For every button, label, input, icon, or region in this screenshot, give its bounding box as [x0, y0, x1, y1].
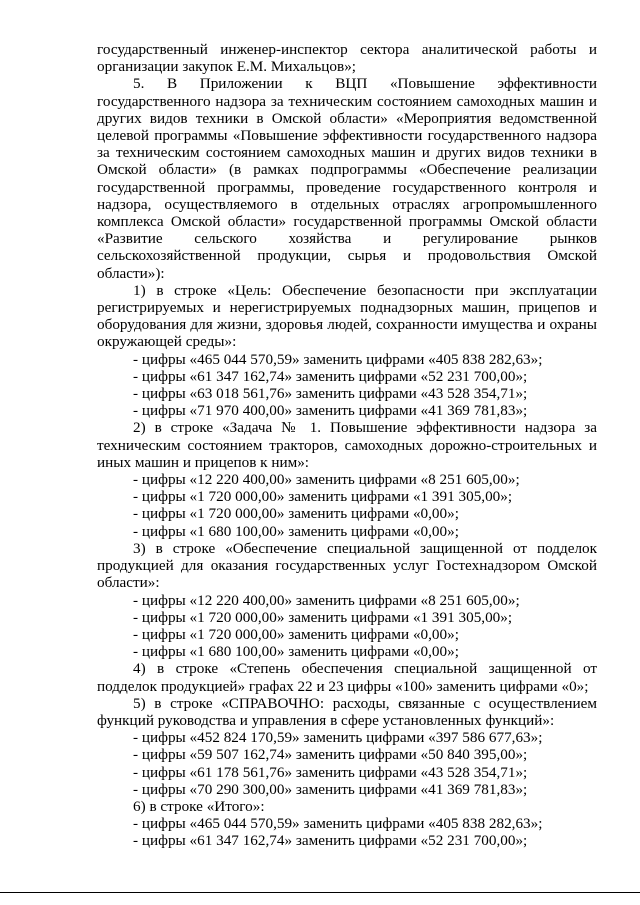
subitem-2-title: 2) в строке «Задача № 1. Повышение эффективности надзора за техническим состоянием тракторов, самоходных дорожно-строительных и иных машин и прицепов к ним»:: [97, 419, 597, 471]
subitem-3-title: 3) в строке «Обеспечение специальной защищенной от подделок продукцией для оказания государственных услуг Гостехнадзором Омской области»:: [97, 539, 597, 592]
intro-paragraph: государственный инженер-инспектор сектора аналитической работы и организации закупок Е.М. Михальцов»;: [97, 41, 597, 76]
subitem-5-line: - цифры «61 178 561,76» заменить цифрами «43 528 354,71»;: [133, 763, 528, 781]
document-body: [97, 41, 597, 850]
subitem-1-line: - цифры «465 044 570,59» заменить цифрами «405 838 282,63»;: [133, 350, 543, 368]
subitem-5-line: - цифры «59 507 162,74» заменить цифрами «50 840 395,00»;: [133, 746, 528, 764]
subitem-2-line: - цифры «1 680 100,00» заменить цифрами «0,00»;: [133, 522, 459, 540]
subitem-6-line: - цифры «465 044 570,59» заменить цифрами «405 838 282,63»;: [133, 815, 543, 833]
subitem-1-line: - цифры «71 970 400,00» заменить цифрами «41 369 781,83»;: [133, 402, 528, 420]
subitem-3-line: - цифры «1 680 100,00» заменить цифрами «0,00»;: [133, 643, 459, 661]
subitem-2-line: - цифры «12 220 400,00» заменить цифрами «8 251 605,00»;: [133, 471, 520, 489]
subitem-3-line: - цифры «12 220 400,00» заменить цифрами «8 251 605,00»;: [133, 591, 520, 609]
subitem-6-title: 6) в строке «Итого»:: [133, 797, 265, 815]
bottom-border-line: [0, 892, 640, 893]
subitem-2-line: - цифры «1 720 000,00» заменить цифрами «1 391 305,00»;: [133, 488, 513, 506]
subitem-6-line: - цифры «61 347 162,74» заменить цифрами «52 231 700,00»;: [133, 832, 528, 850]
subitem-3-line: - цифры «1 720 000,00» заменить цифрами «1 391 305,00»;: [133, 608, 513, 626]
subitem-3-line: - цифры «1 720 000,00» заменить цифрами «0,00»;: [133, 625, 459, 643]
subitem-2-line: - цифры «1 720 000,00» заменить цифрами «0,00»;: [133, 505, 459, 523]
subitem-1-line: - цифры «63 018 561,76» заменить цифрами «43 528 354,71»;: [133, 385, 528, 403]
subitem-1-title: 1) в строке «Цель: Обеспечение безопасности при эксплуатации регистрируемых и нерегистрируемых поднадзорных машин, прицепов и оборудования для жизни, здоровья людей, сохранности имущества и охраны окружающей среды»:: [97, 281, 597, 351]
subitem-5-title: 5) в строке «СПРАВОЧНО: расходы, связанные с осуществлением функций руководства и управления в сфере установленных функций»:: [97, 694, 597, 729]
subitem-4-paragraph: 4) в строке «Степень обеспечения специальной защищенной от подделок продукцией» графах 22 и 23 цифры «100» заменить цифрами «0»;: [97, 660, 597, 695]
item-5-paragraph: 5. В Приложении к ВЦП «Повышение эффективности государственного надзора за техническим состоянием самоходных машин и других видов техники в Омской области» «Мероприятия ведомственной целевой программы «Повышение эффективности государственного надзора за техническим состоянием самоходных машин и других видов техники в Омской области» (в рамках подпрограммы «Обеспечение реализации государственной программы, проведение государственного контроля и надзора, осуществляемого в отдельных отраслях агропромышленного комплекса Омской области» государственной программы Омской области «Развитие сельского хозяйства и регулирование рынков сельскохозяйственной продукции, сырья и продовольствия Омской области»):: [97, 75, 597, 282]
subitem-1-line: - цифры «61 347 162,74» заменить цифрами «52 231 700,00»;: [133, 367, 528, 385]
subitem-5-line: - цифры «70 290 300,00» заменить цифрами «41 369 781,83»;: [133, 780, 528, 798]
subitem-5-line: - цифры «452 824 170,59» заменить цифрами «397 586 677,63»;: [133, 729, 543, 747]
